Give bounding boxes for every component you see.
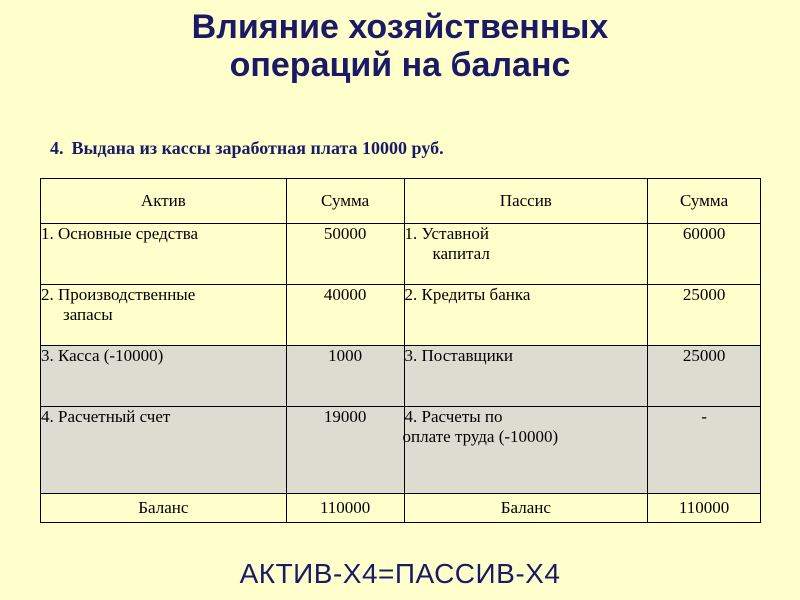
asset-label-cont: запасы: [63, 305, 113, 324]
header-liability: Пассив: [404, 179, 648, 224]
asset-cell: [41, 407, 287, 494]
table-row-highlighted: [41, 407, 761, 494]
header-asset: Актив: [41, 179, 287, 224]
slide-title: [0, 8, 800, 84]
liability-cell: [404, 346, 648, 407]
operation-number: 4.: [50, 138, 64, 158]
asset-sum-cell: 40000: [286, 285, 404, 346]
asset-label: 2. Производственные: [41, 285, 196, 304]
asset-sum-cell: 50000: [286, 224, 404, 285]
asset-label: 3. Касса (-10000): [41, 346, 164, 365]
balance-table: [40, 178, 761, 523]
liability-label: 1. Уставной: [404, 224, 489, 243]
asset-cell: [41, 285, 287, 346]
header-asset-sum: Сумма: [286, 179, 404, 224]
table-row: [41, 285, 761, 346]
asset-cell: [41, 224, 287, 285]
liability-label: 2. Кредиты банка: [404, 285, 531, 304]
asset-cell: [41, 346, 287, 407]
liability-cell: [404, 285, 648, 346]
table-row-highlighted: [41, 346, 761, 407]
liability-sum-cell: 60000: [648, 224, 761, 285]
slide-title-line-1: Влияние хозяйственных: [191, 8, 609, 46]
operation-description: [50, 138, 444, 159]
table-header-row: [41, 179, 761, 224]
total-liability-label: Баланс: [404, 494, 648, 523]
liability-label-cont: капитал: [432, 244, 490, 263]
liability-sum-cell: 25000: [648, 346, 761, 407]
balance-equation: АКТИВ-Х4=ПАССИВ-Х4: [239, 558, 561, 589]
liability-label: 4. Расчеты по: [404, 407, 503, 426]
operation-text: Выдана из кассы заработная плата 10000 руб.: [71, 138, 444, 158]
asset-sum-cell: 19000: [286, 407, 404, 494]
asset-sum-cell: 1000: [286, 346, 404, 407]
liability-sum-cell: 25000: [648, 285, 761, 346]
total-liability-sum: 110000: [648, 494, 761, 523]
liability-sum-cell: -: [648, 407, 761, 494]
asset-label: 4. Расчетный счет: [41, 407, 171, 426]
liability-cell: [404, 407, 648, 494]
asset-label: 1. Основные средства: [41, 224, 199, 243]
slide-title-line-2: операций на баланс: [229, 46, 571, 84]
table-total-row: [41, 494, 761, 523]
header-liability-sum: Сумма: [648, 179, 761, 224]
liability-cell: [404, 224, 648, 285]
total-asset-sum: 110000: [286, 494, 404, 523]
total-asset-label: Баланс: [41, 494, 287, 523]
liability-label-cont: оплате труда (-10000): [402, 427, 559, 446]
table-row: [41, 224, 761, 285]
liability-label: 3. Поставщики: [404, 346, 514, 365]
